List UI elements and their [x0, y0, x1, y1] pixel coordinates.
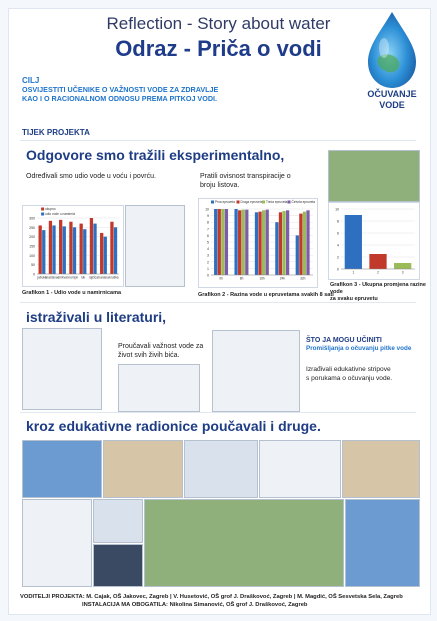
chart1-xtick: luk: [81, 275, 86, 280]
what-can-i-do-text: [306, 365, 416, 383]
chart1-ytick: 300: [29, 216, 35, 221]
what-can-i-do-text-line1: Izrađivali edukativne stripove: [306, 366, 391, 373]
chart2-ytick: 6: [207, 233, 209, 238]
chart2-bar: [245, 210, 248, 275]
photo-workshop-6: [93, 499, 143, 543]
photo-workshop-4: [259, 440, 341, 498]
chart1-bar: [114, 227, 117, 274]
section2-desc-line1: Proučavali važnost vode za: [118, 343, 204, 350]
chart2-legend-swatch: [288, 201, 291, 204]
title-english: Reflection - Story about water: [106, 14, 331, 33]
chart1-xtick: rajčica: [88, 275, 98, 280]
section1-desc2-line1: Pratili ovisnost transpiracije o: [200, 173, 291, 180]
chart2-svg: [199, 199, 317, 287]
photo-plants: [328, 150, 420, 202]
chart2-legend-label: Prva epruveta: [215, 200, 235, 204]
chart2-bar: [279, 212, 282, 275]
chart2-bar: [242, 210, 245, 275]
chart2-bar: [221, 209, 224, 275]
chart1-ytick: 150: [29, 244, 35, 249]
section1-heading: Odgovore smo tražili eksperimentalno,: [26, 147, 285, 163]
chart1-xtick: kruška: [109, 275, 119, 280]
chart2-bar: [266, 210, 269, 275]
photo-workshop-5: [342, 440, 420, 498]
chart2-bar: [303, 212, 306, 275]
water-drop-logo-icon: [356, 8, 428, 92]
chart1-xtick: krastavac: [45, 275, 60, 280]
chart3-ytick: 0: [337, 267, 339, 272]
chart2-bar: [238, 210, 241, 275]
goal-text-line2: KAO I O RACIONALNOM ODNOSU PREMA PITKOJ VODI.: [22, 94, 218, 103]
chart1-bar: [110, 222, 113, 274]
chart2-bar: [299, 214, 302, 275]
what-can-i-do-text-line2: s porukama o očuvanju vode.: [306, 375, 393, 382]
chart1-bar: [104, 237, 107, 274]
chart3-ytick: 4: [337, 243, 339, 248]
chart2-legend-swatch: [237, 201, 240, 204]
section1-desc2-line2: broju listova.: [200, 182, 240, 189]
chart1-bar: [59, 220, 62, 274]
chart1-legend-swatch: [41, 213, 44, 216]
chart1-bar: [100, 233, 103, 274]
chart2-bar: [258, 212, 261, 275]
chart3-xtick: 1: [352, 270, 355, 275]
divider-low: [20, 412, 416, 413]
chart3-ytick: 8: [337, 219, 339, 224]
photo-workshop-2: [103, 440, 183, 498]
logo-text: [357, 89, 427, 111]
chart1-bar: [63, 226, 66, 274]
divider-top: [20, 140, 416, 141]
chart1-legend-label: udio vode u namirnici: [45, 212, 76, 216]
goal-text-line1: OSVIJESTITI UČENIKE O VAŽNOSTI VODE ZA ZDRAVLJE: [22, 85, 219, 94]
chart2-ytick: 5: [207, 240, 209, 245]
chart1-bar: [69, 222, 72, 274]
chart2-ytick: 10: [205, 207, 209, 212]
chart2-bar: [306, 210, 309, 275]
section2-heading: istraživali u literaturi,: [26, 309, 167, 325]
chart1-ytick: 0: [33, 272, 35, 277]
chart1-xtick: banana: [98, 275, 109, 280]
chart2: [198, 198, 318, 288]
chart3-caption-line2: za svaku epruvetu: [330, 296, 378, 302]
chart1-svg: [23, 206, 123, 286]
chart2-xtick: 32h: [300, 276, 306, 281]
photo-handprints: [22, 499, 92, 587]
chart2-bar: [262, 210, 265, 275]
photo-literature-poster: [22, 328, 102, 410]
project-flow-label: TIJEK PROJEKTA: [22, 128, 90, 137]
footer-leaders: VODITELJI PROJEKTA: M. Cajak, OŠ Jakovec, Zagreb | V. Husetović, OŠ grof J. Draškovoć, Zagreb | M. Magdić, OŠ Sesvetska Sela, Zagreb: [20, 594, 403, 600]
section2-desc-line2: život svih živih bića.: [118, 352, 180, 359]
chart1-ytick: 100: [29, 253, 35, 258]
chart1-bar: [42, 230, 45, 274]
chart1-legend-swatch: [41, 208, 44, 211]
chart3-xtick: 3: [401, 270, 404, 275]
photo-group: [144, 499, 344, 587]
chart1-ytick: 50: [31, 263, 35, 268]
chart1-bar: [93, 224, 96, 274]
chart1: [22, 205, 124, 287]
chart2-xtick: 16h: [259, 276, 265, 281]
chart1-xtick: jabuka: [37, 275, 47, 280]
chart3-bar: [345, 215, 362, 269]
chart2-legend-label: Druga epruveta: [240, 200, 263, 204]
chart2-bar: [255, 212, 258, 275]
chart2-bar: [225, 209, 228, 275]
section1-desc1: Određivali smo udio vode u voću i povrću.: [26, 173, 156, 180]
divider-mid: [20, 302, 416, 303]
chart3-svg: [329, 203, 419, 279]
logo-text-line1: OČUVANJE: [367, 89, 417, 99]
chart2-caption: Grafikon 2 - Razina vode u epruvetama svakih 8 sati: [198, 292, 334, 298]
what-can-i-do-subtitle: Promišljanja o očuvanju pitke vode: [306, 345, 412, 352]
chart2-bar: [218, 209, 221, 275]
chart1-bar: [80, 224, 83, 274]
chart2-ytick: 4: [207, 247, 209, 252]
chart2-ytick: 8: [207, 220, 209, 225]
chart3-bar: [369, 254, 386, 269]
goal-label: CILJ: [22, 76, 40, 85]
chart1-ytick: 200: [29, 235, 35, 240]
chart3-caption-line1: Grafikon 3 - Ukupna promjena razine vode: [330, 282, 426, 295]
title-croatian: Odraz - Priča o vodi: [115, 36, 322, 61]
chart2-ytick: 1: [207, 266, 209, 271]
chart3-ytick: 6: [337, 231, 339, 236]
chart2-bar: [275, 222, 278, 275]
chart2-xtick: 8h: [239, 276, 244, 281]
chart3-caption: [330, 282, 437, 303]
chart2-legend-swatch: [211, 201, 214, 204]
chart2-bar: [234, 209, 237, 275]
chart2-ytick: 9: [207, 214, 209, 219]
chart2-bar: [214, 209, 217, 275]
chart1-bar: [39, 225, 42, 274]
chart1-xtick: krumpir: [67, 275, 79, 280]
chart2-xtick: 0h: [219, 276, 223, 281]
photo-workshop-3: [184, 440, 258, 498]
what-can-i-do-title: ŠTO JA MOGU UČINITI: [306, 337, 382, 344]
chart3-xtick: 2: [377, 270, 379, 275]
chart2-legend-label: Četvrta epruveta: [291, 200, 316, 204]
photo-comics: [212, 330, 300, 412]
chart2-ytick: 2: [207, 260, 209, 265]
photo-literature-2: [118, 364, 200, 412]
section3-heading: kroz edukativne radionice poučavali i druge.: [26, 418, 321, 434]
goal-block: [22, 76, 242, 116]
chart2-ytick: 3: [207, 253, 209, 258]
chart1-bar: [49, 221, 52, 274]
footer-installation: INSTALACIJA MA OBOGATILA: Nikolina Simanović, OŠ grof J. Draškovoć, Zagreb: [82, 602, 308, 608]
chart2-xtick: 24h: [279, 276, 286, 281]
chart2-bar: [296, 235, 299, 275]
section2-desc: [118, 342, 203, 360]
chart1-xtick: mrkva: [58, 275, 67, 280]
chart2-bar: [282, 211, 285, 275]
photo-workshop-1: [22, 440, 102, 498]
chart1-bar: [73, 227, 76, 274]
photo-workshop-8: [345, 499, 420, 587]
photo-fruits: [125, 205, 185, 287]
chart1-bar: [90, 218, 93, 274]
chart2-ytick: 0: [207, 273, 209, 278]
chart3-bar: [394, 263, 411, 269]
logo-text-line2: VODE: [379, 100, 405, 110]
chart2-legend-swatch: [262, 201, 265, 204]
chart3-ytick: 2: [337, 255, 339, 260]
chart2-bar: [286, 210, 289, 275]
chart3: [328, 202, 420, 280]
chart1-bar: [52, 225, 55, 274]
section1-desc2: [200, 172, 291, 190]
chart3-ytick: 10: [335, 207, 339, 212]
chart1-ytick: 250: [29, 225, 35, 230]
chart1-legend-label: ukupno: [45, 207, 56, 211]
chart2-legend-label: Treća epruveta: [266, 200, 288, 204]
photo-workshop-7: [93, 544, 143, 587]
chart2-ytick: 7: [207, 227, 209, 232]
chart1-bar: [83, 229, 86, 274]
chart1-caption: Grafikon 1 - Udio vode u namirnicama: [22, 290, 122, 296]
